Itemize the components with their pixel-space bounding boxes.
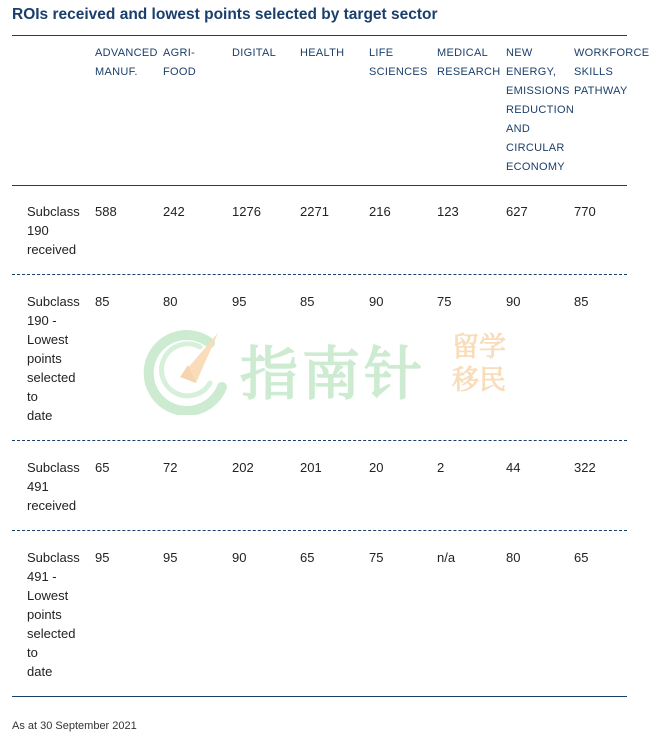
table-cell: 65 (300, 550, 315, 565)
title-rule (12, 35, 627, 36)
table-cell: 72 (163, 460, 178, 475)
table-cell: n/a (437, 550, 456, 565)
table-cell: 85 (300, 294, 315, 309)
header-new-energy: NEW ENERGY, EMISSIONS REDUCTION AND CIRCULAR ECONOMY (506, 47, 575, 173)
table-cell: 65 (95, 460, 110, 475)
watermark-side-text: 留学 移民 (452, 332, 506, 395)
table-cell: 242 (163, 204, 185, 219)
header-medical-research: MEDICAL RESEARCH (437, 47, 501, 78)
row-divider (12, 440, 627, 441)
compass-logo-icon (140, 325, 232, 415)
table-cell: 627 (506, 204, 528, 219)
table-title: ROIs received and lowest points selected by target sector (12, 6, 438, 23)
table-cell: 123 (437, 204, 459, 219)
table-cell: 75 (437, 294, 452, 309)
table-cell: 80 (506, 550, 521, 565)
table-cell: 90 (506, 294, 521, 309)
row-label: Subclass 190 - Lowest points selected to date (27, 294, 80, 423)
table-bottom-rule (12, 696, 627, 697)
table-cell: 322 (574, 460, 596, 475)
row-label: Subclass 491 received (27, 460, 80, 513)
header-workforce-skills: WORKFORCE SKILLS PATHWAY (574, 47, 650, 97)
table-cell: 95 (163, 550, 178, 565)
watermark-brand-text: 指南针 (240, 342, 427, 407)
table-cell: 95 (95, 550, 110, 565)
table-cell: 65 (574, 550, 589, 565)
row-divider (12, 530, 627, 531)
as-at-date-footnote: As at 30 September 2021 (12, 720, 137, 732)
table-cell: 2271 (300, 204, 329, 219)
header-life-sciences: LIFE SCIENCES (369, 47, 428, 78)
table-cell: 770 (574, 204, 596, 219)
header-digital: DIGITAL (232, 47, 277, 59)
table-cell: 201 (300, 460, 322, 475)
header-agri-food: AGRI- FOOD (163, 47, 196, 78)
table-cell: 90 (369, 294, 384, 309)
table-cell: 85 (574, 294, 589, 309)
header-rule (12, 185, 627, 186)
table-cell: 44 (506, 460, 521, 475)
table-cell: 80 (163, 294, 178, 309)
table-cell: 95 (232, 294, 247, 309)
table-cell: 216 (369, 204, 391, 219)
watermark (140, 325, 530, 415)
table-cell: 75 (369, 550, 384, 565)
table-cell: 85 (95, 294, 110, 309)
row-label: Subclass 190 received (27, 204, 80, 257)
row-label: Subclass 491 - Lowest points selected to date (27, 550, 80, 679)
table-cell: 588 (95, 204, 117, 219)
header-health: HEALTH (300, 47, 345, 59)
table-cell: 20 (369, 460, 384, 475)
table-cell: 202 (232, 460, 254, 475)
header-advanced-manufacturing: ADVANCED MANUF. (95, 47, 158, 78)
row-divider (12, 274, 627, 275)
table-cell: 1276 (232, 204, 261, 219)
table-cell: 90 (232, 550, 247, 565)
table-cell: 2 (437, 460, 445, 475)
